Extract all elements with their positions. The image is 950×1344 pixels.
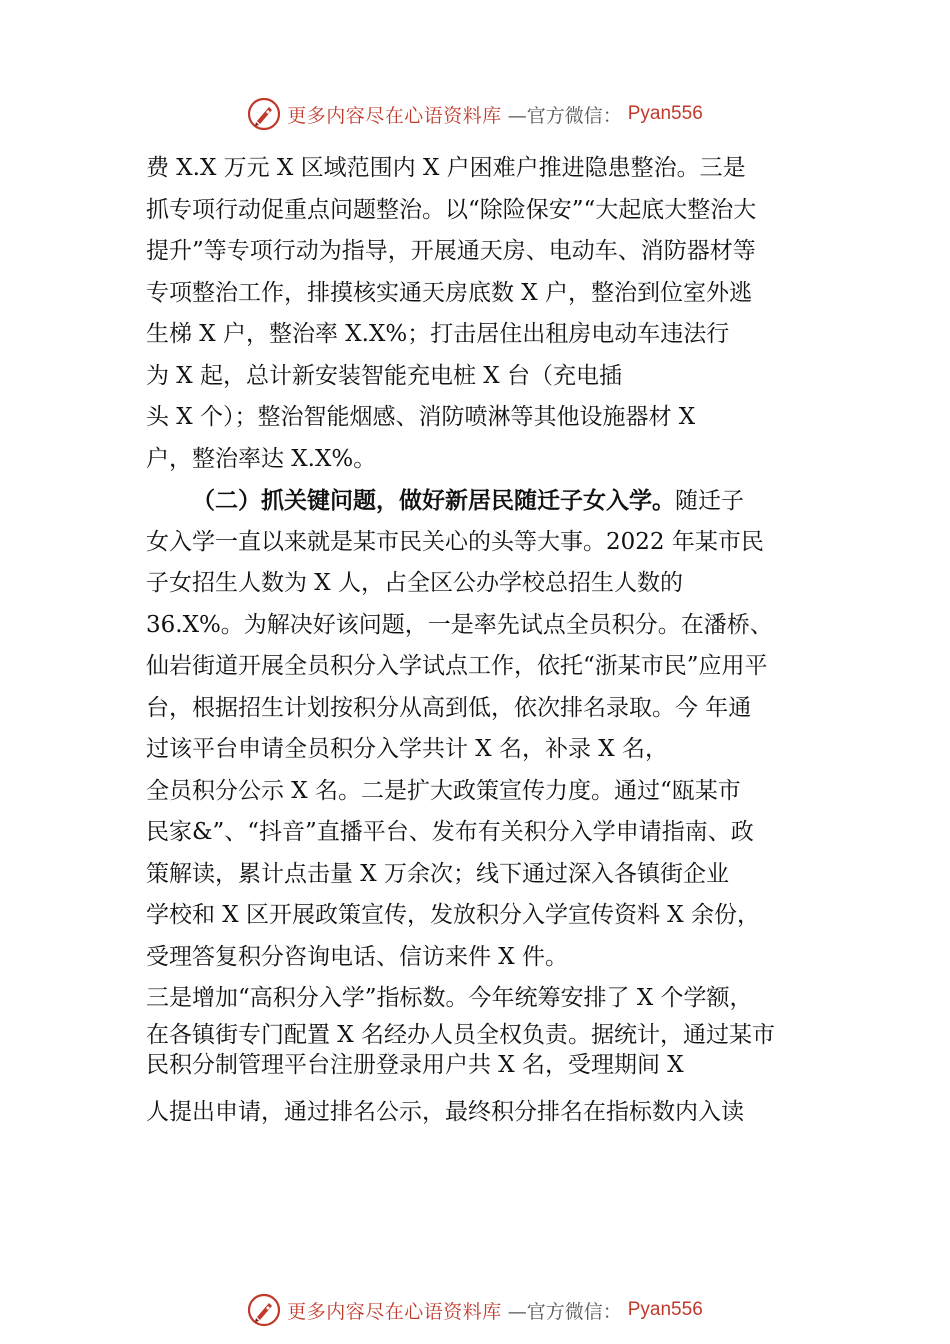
text-line: 头 X 个）；整治智能烟感、消防喷淋等其他设施器材 X [146,404,696,430]
banner-title: 更多内容尽在心语资料库 [287,104,502,127]
banner-title: 更多内容尽在心语资料库 [287,1300,502,1323]
text-line: 民家&”、“抖音”直播平台、发布有关积分入学申请指南、政 [146,819,754,845]
text-line: 台，根据招生计划按积分从高到低，依次排名录取。今 年通 [146,694,752,721]
section-heading-line [146,480,818,522]
pen-nib-logo-icon [247,97,281,131]
footer-banner [0,1290,950,1330]
text-line: 过该平台申请全员积分入学共计 X 名，补录 X 名， [146,736,668,762]
banner-separator: —官方微信： [507,1300,622,1323]
section-heading: （二）抓关键问题，做好新居民随迁子女入学。 [192,487,675,514]
text-line: 受理答复积分咨询电话、信访来件 X 件。 [146,943,568,970]
pen-nib-logo-icon [247,1293,281,1327]
banner-wechat-id: Pyan556 [627,1299,703,1320]
text-line: 费 X.X 万元 X 区域范围内 X 户困难户推进隐患整治。三是 [146,155,746,181]
text-line: 生梯 X 户，整治率 X.X%；打击居住出租房电动车违法行 [146,321,730,347]
text-line: 在各镇街专门配置 X 名经办人员全权负责。据统计，通过某市 [146,1021,775,1048]
section-heading-continuation: 随迁子 [675,488,744,514]
text-line: 三是增加“高积分入学”指标数。今年统筹安排了 X 个学额， [146,985,753,1011]
document-body [146,148,818,1133]
text-line: 为 X 起，总计新安装智能充电桩 X 台（充电插 [146,362,622,389]
text-line: 提升”等专项行动为指导，开展通天房、电动车、消防器材等 [146,238,756,264]
text-line: 抓专项行动促重点问题整治。以“除险保安”“大起底大整治大 [146,196,757,223]
text-line: 民积分制管理平台注册登录用户共 X 名，受理期间 X [146,1051,684,1078]
text-line: 女入学一直以来就是某市民关心的头等大事。2022 年某市民 [146,528,764,555]
text-line: 策解读，累计点击量 X 万余次；线下通过深入各镇街企业 [146,860,729,887]
banner-wechat-id: Pyan556 [627,103,703,124]
header-banner [0,94,950,134]
text-line: 专项整治工作，排摸核实通天房底数 X 户，整治到位室外逃 [146,279,752,306]
text-line: 户，整治率达 X.X%。 [146,445,377,472]
banner-separator: —官方微信： [507,104,622,127]
text-line: 人提出申请，通过排名公示，最终积分排名在指标数内入读 [146,1098,744,1125]
text-line: 子女招生人数为 X 人，占全区公办学校总招生人数的 [146,570,683,596]
text-line: 学校和 X 区开展政策宣传，发放积分入学宣传资料 X 余份， [146,902,760,928]
text-line: 仙岩街道开展全员积分入学试点工作，依托“浙某市民”应用平 [146,653,768,679]
text-line: 36.X%。为解决好该问题，一是率先试点全员积分。在潘桥、 [146,611,773,638]
text-line: 全员积分公示 X 名。二是扩大政策宣传力度。通过“瓯某市 [146,777,741,804]
